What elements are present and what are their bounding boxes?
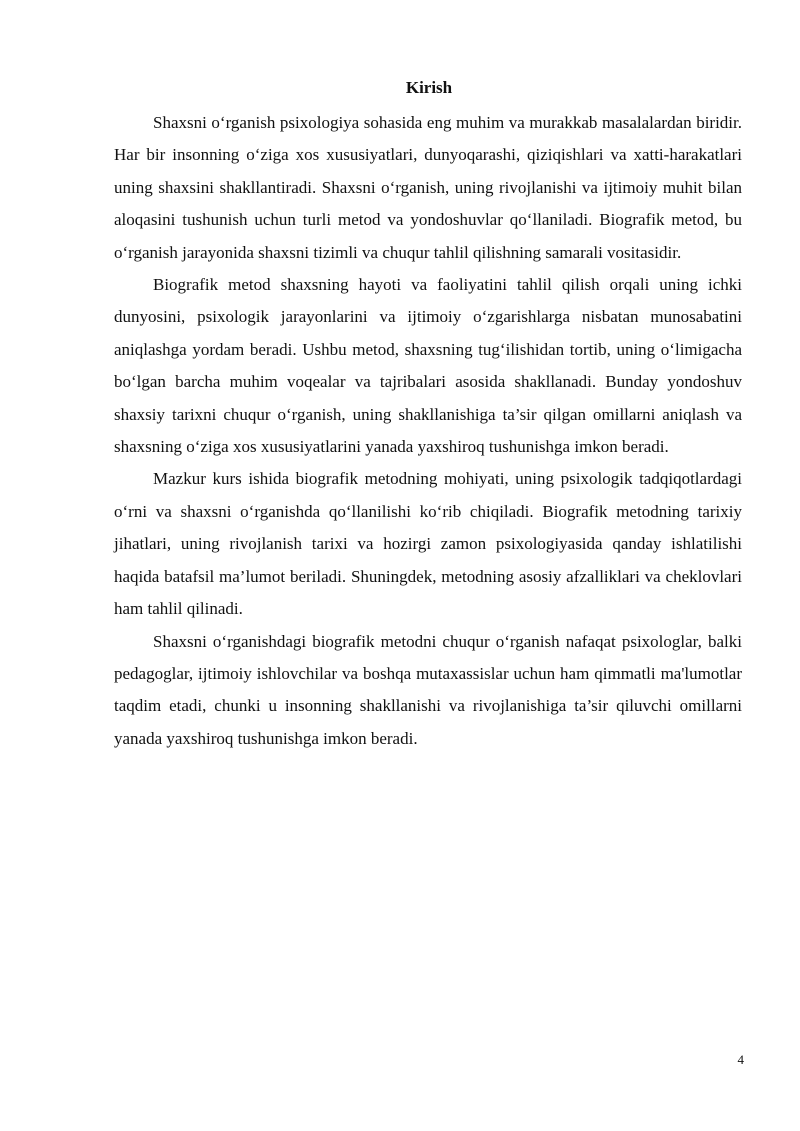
paragraph-2: Biografik metod shaxsning hayoti va faoliyatini tahlil qilish orqali uning ichki dunyosini, psixologik jarayonlarini va ijtimoiy o‘zgarishlarga nisbatan munosabatini aniqlashga yordam beradi. Ushbu metod, shaxsning tug‘ilishidan tortib, uning o‘limigacha bo‘lgan barcha muhim voqealar va tajribalari asosida shakllanadi. Bunday yondoshuv shaxsiy tarixni chuqur o‘rganish, uning shakllanishiga ta’sir qilgan omillarni aniqlash va shaxsning o‘ziga xos xususiyatlarini yanada yaxshiroq tushunishga imkon beradi. (114, 275, 742, 457)
paragraph-1: Shaxsni o‘rganish psixologiya sohasida eng muhim va murakkab masalalardan biridir. Har bir insonning o‘ziga xos xususiyatlari, dunyoqarashi, qiziqishlari va xatti-harakatlari uning shaxsini shakllantiradi. Shaxsni o‘rganish, uning rivojlanishi va ijtimoiy muhit bilan aloqasini tushunish uchun turli metod va yondoshuvlar qo‘llaniladi. Biografik metod, bu o‘rganish jarayonida shaxsni tizimli va chuqur tahlil qilishning samarali vositasidir. (114, 113, 742, 262)
page-number: 4 (737, 1052, 744, 1067)
paragraph-4: Shaxsni o‘rganishdagi biografik metodni chuqur o‘rganish nafaqat psixologlar, balki pedagoglar, ijtimoiy ishlovchilar va boshqa mutaxassislar uchun ham qimmatli ma'lumotlar taqdim etadi, chunki u insonning shakllanishi va rivojlanishiga ta’sir qiluvchi omillarni yanada yaxshiroq tushunishga imkon beradi. (114, 631, 742, 748)
paragraph-3: Mazkur kurs ishida biografik metodning mohiyati, uning psixologik tadqiqotlardagi o‘rni va shaxsni o‘rganishda qo‘llanilishi ko‘rib chiqiladi. Biografik metodning tarixiy jihatlari, uning rivojlanish tarixi va hozirgi zamon psixologiyasida qanday ishlatilishi haqida batafsil ma’lumot beriladi. Shuningdek, metodning asosiy afzalliklari va cheklovlari ham tahlil qilinadi. (114, 469, 742, 619)
page-content (114, 76, 742, 755)
section-heading: Kirish (405, 78, 453, 97)
